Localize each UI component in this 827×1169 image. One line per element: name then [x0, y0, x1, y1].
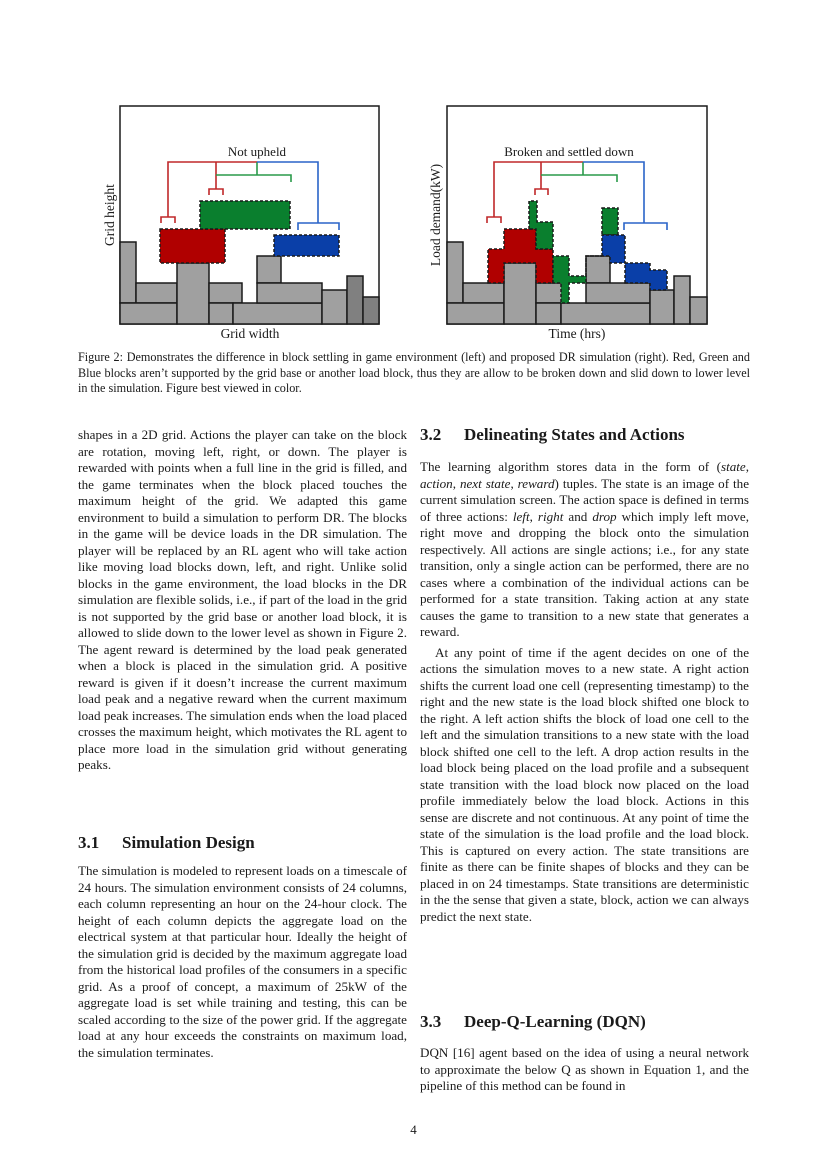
section-number: 3.3 — [420, 1012, 442, 1031]
annotation-title: Broken and settled down — [504, 144, 634, 159]
body-paragraph: At any point of time if the agent decides on one of the actions the simulation moves to a new state. A right action shifts the current load one cell (representing timestamp) to the right and the new state is the load block shifted one block to the right. A left action shifts the block of load one cell to the left and the simulation transitions to a new state with the load block shifted one cell to the left. A drop action results in the load block being placed on the load profile and a subsequent state transition with the load block now placed on the load profile immediately below the load block. Actions in this sense are discrete and not continuous. At any point of time the state of the simulation is the load profile and the load block. This is captured on every action. The state transitions are finite as there can be finite shapes of blocks and they can be placed in on 24 timestamps. State transitions are deterministic in the the sense that given a state, block, action we can always predict the next state. — [420, 644, 749, 924]
blue-block — [274, 235, 339, 256]
section-heading-3-1 — [78, 833, 255, 853]
right-column-paragraph-3 — [420, 1045, 749, 1095]
page-number: 4 — [410, 1122, 417, 1137]
section-heading-3-2 — [420, 425, 685, 445]
left-column-paragraph-1 — [78, 427, 407, 774]
section-heading-3-3 — [420, 1012, 646, 1032]
body-paragraph: The learning algorithm stores data in the form of (state, action, next state, reward) tuples. The state is an image of the current simulation screen. The action space is defined in terms of three actions: left, right and drop which imply left move, right move and dropping the block onto the simulation respectively. All actions are single actions; i.e., for any state transition, only a single action can be performed, there are no cases where a combination of the individual actions can be performed for a state transition. Taking action at any state causes the game to transition to a new state that generates a reward. — [420, 459, 750, 639]
x-axis-label: Grid width — [220, 326, 280, 341]
red-block — [160, 229, 225, 263]
section-title: Simulation Design — [122, 833, 255, 852]
section-number: 3.1 — [78, 833, 100, 852]
right-column-paragraph-1 — [420, 459, 749, 925]
body-paragraph: The simulation is modeled to represent loads on a timescale of 24 hours. The simulation environment consists of 24 columns, each column representing an hour on the 24-hour clock. The height of each column depicts the aggregate load on the electrical system at that particular hour. Ideally the height of the simulation grid is decided by the maximum aggregate load from the historical load profiles of the consumers in a specific grid. As a proof of concept, a maximum of 25kW of the aggregate load is set while training and testing, this can be scaled according to the size of the power grid. If the aggregate load at any hour exceeds the constraints on maximum load, the simulation terminates. — [78, 863, 407, 1060]
dr-simulation-diagram — [425, 100, 715, 345]
body-paragraph: shapes in a 2D grid. Actions the player can take on the block are rotation, moving left, right, or down. The player is rewarded with points when a full line in the grid is filled, and the game terminates when the block placed touches the maximum height of the grid. We adapted this game environment to build a simulation to perform DR. The blocks in the game will be device loads in the DR simulation. The player will be replaced by an RL agent who will take action like moving load blocks down, left, and right. Unlike solid blocks in the game environment, the load blocks in the DR simulation are flexible solids, i.e., if part of the load in the grid is not supported by the grid base or another load block, it is allowed to slide down to the lower level as shown in Figure 2. The agent reward is determined by the load peak generated when a block is placed in the simulation grid. A positive reward is given if it doesn’t increase the current maximum load peak and a negative reward when the current maximum load peak increases. The simulation ends when the load placed crosses the maximum height, which motivates the RL agent to place more load in the simulation grid without generating peaks. — [78, 427, 407, 772]
green-load-settled-c — [602, 208, 618, 235]
figure-caption: Figure 2: Demonstrates the difference in block settling in game environment (left) and proposed DR simulation (right). Red, Green and Blue blocks aren’t supported by the grid base or another load block, thus they are allow to be broken down and slid down to lower level in the simulation. Figure best viewed in color. — [78, 350, 750, 395]
section-title: Deep-Q-Learning (DQN) — [464, 1012, 646, 1031]
figure-left-panel — [100, 100, 390, 345]
section-number: 3.2 — [420, 425, 442, 444]
section-title: Delineating States and Actions — [464, 425, 685, 444]
green-block — [200, 201, 290, 229]
body-paragraph: DQN [16] agent based on the idea of using a neural network to approximate the below Q as shown in Equation 1, and the pipeline of this method can be found in — [420, 1045, 749, 1093]
figure-right-panel — [425, 100, 715, 345]
annotation-title: Not upheld — [227, 144, 287, 159]
game-environment-diagram — [100, 100, 390, 345]
x-axis-label: Time (hrs) — [548, 326, 606, 341]
y-axis-label: Grid height — [102, 184, 117, 246]
y-axis-label: Load demand(kW) — [428, 163, 443, 267]
left-column-paragraph-2 — [78, 863, 407, 1061]
